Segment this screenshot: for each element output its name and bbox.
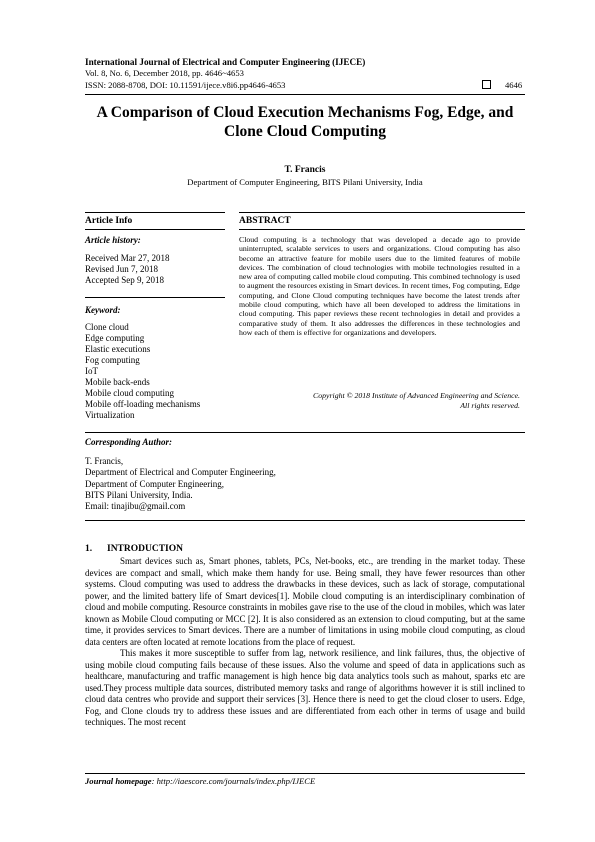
abstract-top-rule	[239, 212, 525, 213]
journal-name: International Journal of Electrical and Computer Engineering (IJECE)	[85, 57, 366, 67]
article-info-top-rule	[85, 212, 225, 213]
corresponding-bottom-rule	[85, 520, 525, 521]
article-history-heading: Article history:	[85, 235, 141, 245]
corresponding-email: Email: tinajibu@gmail.com	[85, 501, 186, 512]
intro-paragraph-2: This makes it more susceptible to suffer from lag, network resilience, and link failures, thus, the objective of using mobile cloud computing fails because of these issues. Also the volume and speed of data in applications such as healthcare, manufacturing and traffic management is high hence big data analytics tools such as mahout, sparks etc are used.They process multiple data sources, distributed memory tasks and range of algorithms however it is still inclined to cloud data centres who provide and support their services [3]. Hence there is need to get the cloud closer to users. Edge, Fog, and Clone clouds try to address these issues and are differentiated from each other in terms of usage and build techniques. The most recent	[85, 648, 525, 727]
article-info-rule	[85, 229, 225, 230]
abstract-rule	[239, 229, 525, 230]
title-line-2: Clone Cloud Computing	[224, 123, 386, 140]
copyright-line-2: All rights reserved.	[460, 401, 520, 410]
corresponding-heading: Corresponding Author:	[85, 437, 172, 447]
keyword-item: Elastic executions	[85, 344, 151, 354]
corresponding-dept-2: Department of Computer Engineering,	[85, 478, 224, 489]
footer-divider	[85, 773, 525, 774]
section-title: INTRODUCTION	[107, 544, 184, 554]
corresponding-name: T. Francis,	[85, 456, 124, 466]
author-name: T. Francis	[284, 165, 326, 175]
corresponding-author-details	[85, 456, 276, 512]
title-line-1: A Comparison of Cloud Execution Mechanisms Fog, Edge, and	[96, 104, 514, 121]
footer-label: Journal homepage	[85, 776, 152, 786]
keyword-item: Virtualization	[85, 410, 135, 420]
section-number: 1.	[85, 544, 93, 554]
history-revised: Revised Jun 7, 2018	[85, 264, 158, 274]
abstract-text: Cloud computing is a technology that was developed a decade ago to provide uninterrupted, scalable services to users and organizations. Cloud computing has also become an attractive feature for mobile users due to the limited features of mobile devices. The combination of cloud technologies with mobile technologies resulted in a new area of computing called mobile cloud computing. This combined technology is used to augment the resources existing in Smart devices. In recent times, Fog computing, Edge computing, and Clone Cloud computing techniques have become the latest trends after mobile cloud computing, which have all been developed to address the limitations in cloud computing. This paper reviews these recent technologies in detail and provides a comparative study of them. It also addresses the differences in these technologies and how each of them is effective for organizations and developers.	[239, 235, 520, 337]
keyword-item: Clone cloud	[85, 322, 129, 332]
volume-line: Vol. 8, No. 6, December 2018, pp. 4646~4653	[85, 68, 244, 78]
square-icon	[482, 80, 491, 89]
journal-homepage-link[interactable]: : http://iaescore.com/journals/index.php/IJECE	[151, 776, 316, 786]
keyword-list	[85, 322, 200, 421]
section-heading	[85, 544, 183, 554]
intro-body	[85, 556, 525, 729]
copyright-notice	[239, 391, 520, 411]
copyright-line-1: Copyright © 2018 Institute of Advanced Engineering and Science.	[313, 391, 520, 400]
issn-line: ISSN: 2088-8708, DOI: 10.11591/ijece.v8i6.pp4646-4653	[85, 80, 286, 90]
keyword-item: IoT	[85, 366, 98, 376]
corresponding-university: BITS Pilani University, India.	[85, 489, 193, 500]
paper-title	[85, 103, 525, 141]
corresponding-top-rule	[85, 432, 525, 433]
author-affiliation: Department of Computer Engineering, BITS Pilani University, India	[187, 177, 423, 187]
history-divider	[85, 297, 225, 298]
keyword-item: Mobile off-loading mechanisms	[85, 399, 201, 409]
intro-paragraph-1: Smart devices such as, Smart phones, tablets, PCs, Net-books, etc., are trending in the market today. These devices are compact and small, which make them handy for use. Being small, they have fewer resources than other systems. Cloud computing was used to address the drawbacks in these devices, such as lack of storage, computational power, and the limited battery life of Smart devices[1]. Mobile cloud computing is an interdisciplinary combination of cloud and mobile computing. Resource constraints in mobiles gave rise to the use of the cloud in mobiles, which was later known as Mobile Cloud computing or MCC [2]. It is also considered as an extension to cloud computing, but at the same time, it provides services to Smart devices. There are a number of limitations in using mobile cloud computing, as cloud data centers are often located at remote locations from the place of request.	[85, 556, 525, 647]
keyword-item: Fog computing	[85, 355, 140, 365]
page-number: 4646	[505, 80, 523, 90]
article-history-list	[85, 253, 169, 286]
keyword-heading: Keyword:	[85, 305, 121, 315]
article-info-heading: Article Info	[85, 216, 133, 226]
header-divider	[85, 94, 525, 95]
history-received: Received Mar 27, 2018	[85, 253, 170, 263]
keyword-item: Mobile back-ends	[85, 377, 150, 387]
footer	[85, 776, 315, 786]
abstract-heading: ABSTRACT	[239, 216, 291, 226]
keyword-item: Edge computing	[85, 333, 145, 343]
keyword-item: Mobile cloud computing	[85, 388, 174, 398]
history-accepted: Accepted Sep 9, 2018	[85, 275, 164, 285]
corresponding-dept-1: Department of Electrical and Computer Engineering,	[85, 467, 276, 478]
